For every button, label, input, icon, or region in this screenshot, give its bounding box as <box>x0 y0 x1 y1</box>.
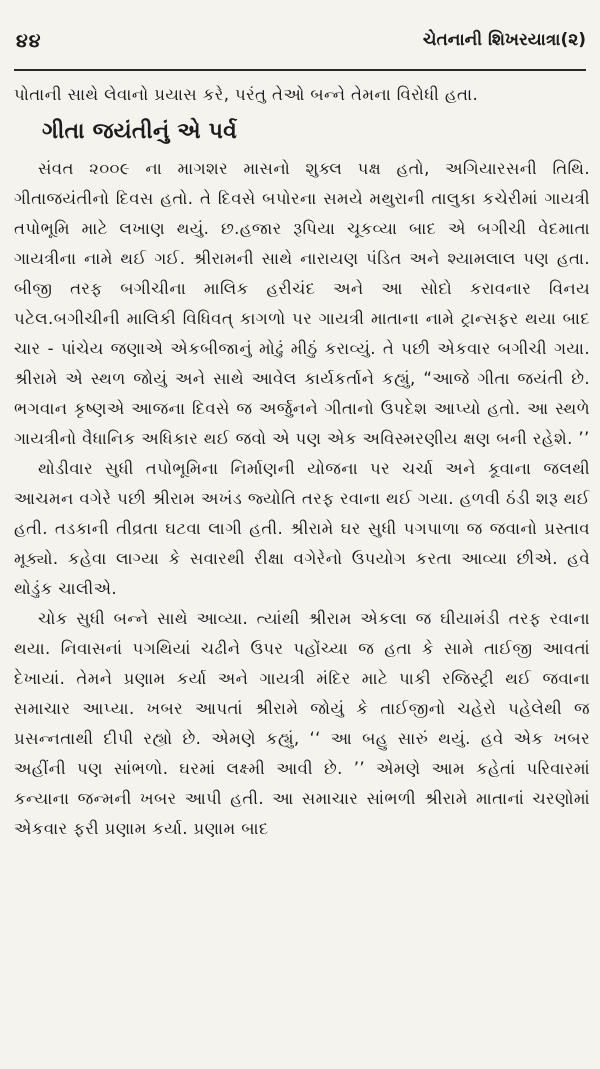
page-header <box>0 0 600 72</box>
body-text <box>14 80 590 844</box>
paragraph: થોડીવાર સુધી તપોભૂમિના નિર્માણની યોજના પર ચર્ચા અને કૂવાના જલથી આચમન વગેરે પછી શ્રીરામ અખંડ જ્યોતિ તરફ રવાના થઈ ગયા. હળવી ઠંડી શરૂ થઈ હતી. તડકાની તીવ્રતા ઘટવા લાગી હતી. શ્રીરામે ઘર સુધી પગપાળા જ જવાનો પ્રસ્તાવ મૂક્યો. કહેવા લાગ્યા કે સવારથી રીક્ષા વગેરેનો ઉપયોગ કરતા આવ્યા છીએ. હવે થોડુંક ચાલીએ. <box>14 459 590 598</box>
paragraph: સંવત ૨૦૦૯ ના માગશર માસનો શુક્લ પક્ષ હતો, અગિયારસની તિથિ. ગીતાજયંતીનો દિવસ હતો. તે દિવસે બપોરના સમયે મથુરાની તાલુકા કચેરીમાં ગાયત્રી તપોભૂમિ માટે લખાણ થયું. છ.હજાર રૂપિયા ચૂકવ્યા બાદ એ બગીચી વેદમાતા ગાયત્રીના નામે થઈ ગઈ. શ્રીરામની સાથે નારાયણ પંડિત અને શ્યામલાલ પણ હતા. બીજી તરફ બગીચીના માલિક હરીચંદ અને આ સોદો કરાવનાર વિનય પટેલ.બગીચીની માલિકી વિધિવત્ કાગળો પર ગાયત્રી માતાના નામે ટ્રાન્સફર થયા બાદ ચાર - પાંચેય જણાએ એકબીજાનું મોઢું મીઠું કરાવ્યું. તે પછી એકવાર બગીચી ગયા. શ્રીરામે એ સ્થળ જોયું અને સાથે આવેલ કાર્યકર્તાને કહ્યું, “આજે ગીતા જયંતી છે. ભગવાન કૃષ્ણએ આજના દિવસે જ અર્જુનને ગીતાનો ઉપદેશ આપ્યો હતો. આ સ્થળે ગાયત્રીનો વૈધાનિક અધિકાર થઈ જવો એ પણ એક અવિસ્મરણીય ક્ષણ બની રહેશે. ’’ <box>14 159 590 448</box>
header-divider <box>14 69 586 71</box>
page-number: ૪૪ <box>16 30 42 52</box>
section-heading: ગીતા જયંતીનું એ પર્વ <box>42 119 237 144</box>
paragraph-continuation: પોતાની સાથે લેવાનો પ્રયાસ કરે, પરંતુ તેઓ બન્ને તેમના વિરોધી હતા. <box>14 85 479 104</box>
running-title: ચેતનાની શિખરયાત્રા(૨) <box>422 30 586 50</box>
paragraph: ચોક સુધી બન્ને સાથે આવ્યા. ત્યાંથી શ્રીરામ એકલા જ ઘીયામંડી તરફ રવાના થયા. નિવાસનાં પગથિયાં ચઢીને ઉપર પહોંચ્યા જ હતા કે સામે તાઈજી આવતાં દેખાયાં. તેમને પ્રણામ કર્યા અને ગાયત્રી મંદિર માટે પાકી રજિસ્ટ્રી થઈ જવાના સમાચાર આપ્યા. ખબર આપતાં શ્રીરામે જોયું કે તાઈજીનો ચહેરો પહેલેથી જ પ્રસન્નતાથી દીપી રહ્યો છે. એમણે કહ્યું, ‘‘ આ બહુ સારું થયું. હવે એક ખબર અહીંની પણ સાંભળો. ઘરમાં લક્ષ્મી આવી છે. ’’ એમણે આમ કહેતાં પરિવારમાં કન્યાના જન્મની ખબર આપી હતી. આ સમાચાર સાંભળી શ્રીરામે માતાનાં ચરણોમાં એકવાર ફરી પ્રણામ કર્યા. પ્રણામ બાદ <box>14 609 590 838</box>
